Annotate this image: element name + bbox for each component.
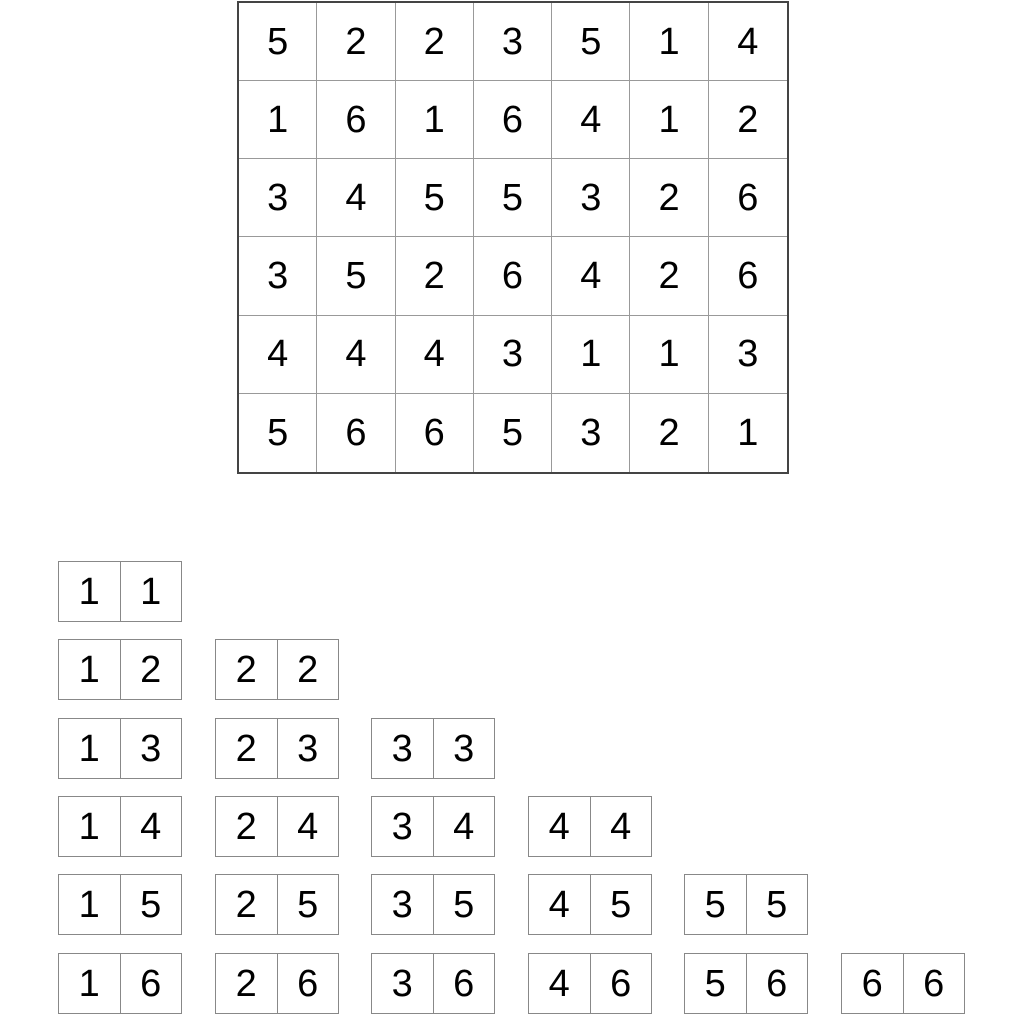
domino-right-value: 5 xyxy=(610,883,632,926)
domino-left-value: 2 xyxy=(216,797,278,856)
grid-cell[interactable]: 2 xyxy=(317,3,395,81)
domino-right-value: 1 xyxy=(140,570,162,613)
domino-left-value: 4 xyxy=(529,954,591,1013)
grid-cell[interactable]: 1 xyxy=(630,3,708,81)
domino-tile[interactable] xyxy=(215,639,339,700)
domino-right-value: 4 xyxy=(140,805,162,848)
domino-left-value: 3 xyxy=(372,954,434,1013)
domino-left-value: 2 xyxy=(216,954,278,1013)
grid-cell[interactable]: 6 xyxy=(396,394,474,472)
domino-tile[interactable] xyxy=(528,796,652,857)
grid-cell[interactable]: 4 xyxy=(317,159,395,237)
domino-right-value: 5 xyxy=(140,883,162,926)
domino-right-value: 5 xyxy=(766,883,788,926)
domino-right-value: 6 xyxy=(297,962,319,1005)
domino-left-value: 4 xyxy=(529,797,591,856)
domino-right-value: 4 xyxy=(297,805,319,848)
grid-cell[interactable]: 6 xyxy=(317,81,395,159)
grid-cell[interactable]: 2 xyxy=(630,159,708,237)
domino-tile[interactable] xyxy=(215,953,339,1014)
domino-left-value: 3 xyxy=(372,797,434,856)
domino-tile[interactable] xyxy=(215,718,339,779)
domino-right-value: 6 xyxy=(453,962,475,1005)
domino-tile[interactable] xyxy=(58,796,182,857)
grid-cell[interactable]: 4 xyxy=(552,81,630,159)
domino-right-value: 4 xyxy=(453,805,475,848)
grid-cell[interactable]: 2 xyxy=(396,3,474,81)
grid-cell[interactable]: 3 xyxy=(552,394,630,472)
domino-left-value: 3 xyxy=(372,875,434,934)
domino-right-value: 3 xyxy=(140,727,162,770)
domino-left-value: 1 xyxy=(59,797,121,856)
domino-tile[interactable] xyxy=(371,718,495,779)
domino-left-value: 2 xyxy=(216,875,278,934)
domino-left-value: 1 xyxy=(59,954,121,1013)
grid-cell[interactable]: 2 xyxy=(630,237,708,315)
grid-cell[interactable]: 5 xyxy=(396,159,474,237)
grid-cell[interactable]: 3 xyxy=(474,3,552,81)
grid-cell[interactable]: 1 xyxy=(630,81,708,159)
domino-tile[interactable] xyxy=(58,639,182,700)
grid-cell[interactable]: 5 xyxy=(239,3,317,81)
grid-cell[interactable]: 4 xyxy=(552,237,630,315)
domino-left-value: 4 xyxy=(529,875,591,934)
domino-left-value: 1 xyxy=(59,562,121,621)
grid-cell[interactable]: 3 xyxy=(239,237,317,315)
domino-tile[interactable] xyxy=(684,874,808,935)
domino-right-value: 2 xyxy=(297,648,319,691)
domino-tile[interactable] xyxy=(58,953,182,1014)
domino-right-value: 2 xyxy=(140,648,162,691)
grid-cell[interactable]: 3 xyxy=(474,316,552,394)
domino-left-value: 2 xyxy=(216,640,278,699)
domino-left-value: 1 xyxy=(59,640,121,699)
domino-right-value: 5 xyxy=(297,883,319,926)
grid-cell[interactable]: 4 xyxy=(239,316,317,394)
grid-cell[interactable]: 5 xyxy=(317,237,395,315)
grid-cell[interactable]: 5 xyxy=(552,3,630,81)
domino-right-value: 4 xyxy=(610,805,632,848)
domino-right-value: 3 xyxy=(453,727,475,770)
grid-cell[interactable]: 4 xyxy=(709,3,787,81)
domino-left-value: 2 xyxy=(216,719,278,778)
domino-left-value: 1 xyxy=(59,719,121,778)
domino-tile[interactable] xyxy=(215,874,339,935)
domino-right-value: 6 xyxy=(923,962,945,1005)
grid-cell[interactable]: 1 xyxy=(630,316,708,394)
domino-left-value: 1 xyxy=(59,875,121,934)
domino-tile[interactable] xyxy=(371,796,495,857)
domino-tile[interactable] xyxy=(371,953,495,1014)
domino-tile[interactable] xyxy=(371,874,495,935)
grid-cell[interactable]: 3 xyxy=(709,316,787,394)
grid-cell[interactable]: 4 xyxy=(317,316,395,394)
domino-tile[interactable] xyxy=(684,953,808,1014)
grid-cell[interactable]: 1 xyxy=(552,316,630,394)
grid-cell[interactable]: 6 xyxy=(317,394,395,472)
domino-right-value: 6 xyxy=(610,962,632,1005)
domino-tile[interactable] xyxy=(528,874,652,935)
domino-tile[interactable] xyxy=(58,718,182,779)
domino-tile[interactable] xyxy=(58,874,182,935)
grid-cell[interactable]: 2 xyxy=(709,81,787,159)
grid-cell[interactable]: 4 xyxy=(396,316,474,394)
domino-left-value: 5 xyxy=(685,954,747,1013)
grid-cell[interactable]: 5 xyxy=(474,394,552,472)
domino-tile[interactable] xyxy=(58,561,182,622)
grid-cell[interactable]: 5 xyxy=(474,159,552,237)
domino-tile[interactable] xyxy=(215,796,339,857)
domino-right-value: 6 xyxy=(140,962,162,1005)
grid-cell[interactable]: 5 xyxy=(239,394,317,472)
grid-cell[interactable]: 1 xyxy=(737,411,759,454)
grid-cell[interactable]: 3 xyxy=(552,159,630,237)
domino-left-value: 3 xyxy=(372,719,434,778)
grid-cell[interactable]: 6 xyxy=(474,81,552,159)
domino-right-value: 6 xyxy=(766,962,788,1005)
grid-cell[interactable]: 2 xyxy=(630,394,708,472)
domino-right-value: 3 xyxy=(297,727,319,770)
grid-cell[interactable]: 6 xyxy=(474,237,552,315)
domino-tile[interactable] xyxy=(841,953,965,1014)
grid-cell[interactable]: 6 xyxy=(709,159,787,237)
grid-cell[interactable]: 3 xyxy=(239,159,317,237)
grid-cell[interactable]: 2 xyxy=(396,237,474,315)
domino-right-value: 5 xyxy=(453,883,475,926)
grid-cell[interactable]: 6 xyxy=(709,237,787,315)
grid-cell[interactable]: 1 xyxy=(239,81,317,159)
domino-left-value: 6 xyxy=(842,954,904,1013)
grid-cell[interactable]: 1 xyxy=(396,81,474,159)
domino-left-value: 5 xyxy=(685,875,747,934)
domino-tile[interactable] xyxy=(528,953,652,1014)
puzzle-grid xyxy=(237,1,789,474)
